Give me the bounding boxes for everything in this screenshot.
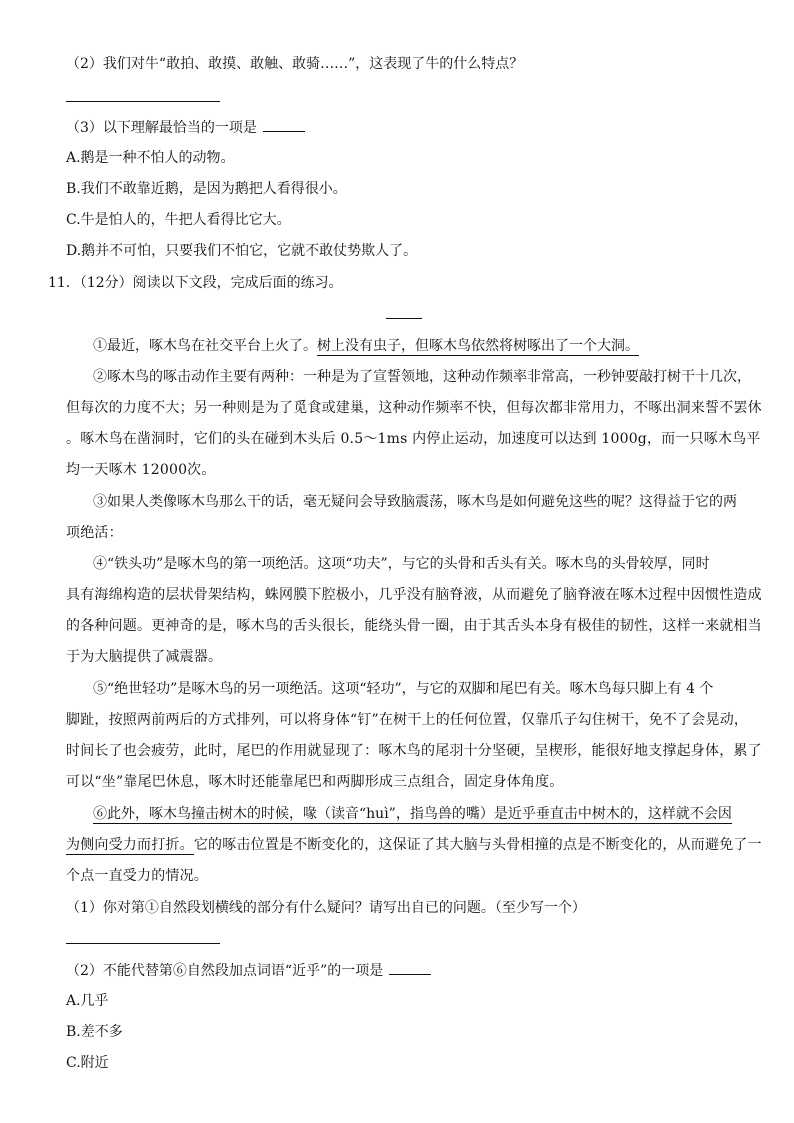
q11-paragraph-1 xyxy=(93,336,639,356)
q10-sub3-prompt xyxy=(66,117,305,138)
q10-sub2-prompt: （2）我们对牛“敢拍、敢摸、敢触、敢骑……”，这表现了牛的什么特点？ xyxy=(66,56,524,72)
q10-option-c: C.牛是怕人的，牛把人看得比它大。 xyxy=(66,212,291,228)
q11-option-b: B.差不多 xyxy=(66,1024,123,1040)
q11-sub2-text: （2）不能代替第⑥自然段加点词语“近乎”的一项是 xyxy=(66,963,384,979)
p6-line-2 xyxy=(66,835,762,855)
p4-line: ④“铁头功”是啄木鸟的第一项绝活。这项“功夫”，与它的头骨和舌头有关。啄木鸟的头骨较厚，同时 xyxy=(93,556,710,572)
p4-line: 具有海绵构造的层状骨架结构，蛛网膜下腔极小，几乎没有脑脊液，从而避免了脑脊液在啄木过程中因惯性造成 xyxy=(66,587,762,603)
p2-line: 。啄木鸟在凿洞时，它们的头在碰到木头后 0.5～1ms 内停止运动，加速度可以达到 1000g，而一只啄木鸟平 xyxy=(66,431,761,447)
q11-sub2-prompt xyxy=(66,960,431,981)
q11-sub2-blank[interactable] xyxy=(389,960,431,975)
p6-text-2: 它的啄击位置是不断变化的，这保证了其大脑与头骨相撞的点是不断变化的，从而避免了一 xyxy=(193,837,762,853)
p5-line: 时间长了也会疲劳，此时，尾巴的作用就显现了：啄木鸟的尾羽十分坚硬，呈楔形，能很好地支撑起身体，累了 xyxy=(66,743,762,759)
p3-line: ③如果人类像啄木鸟那么干的话，毫无疑问会导致脑震荡，啄木鸟是如何避免这些的呢？这得益于它的两 xyxy=(93,494,737,510)
p5-line: 脚趾，按照两前两后的方式排列，可以将身体“钉”在树干上的任何位置，仅靠爪子勾住树干，免不了会晃动， xyxy=(66,712,749,728)
p1-underlined: 树上没有虫子，但啄木鸟依然将树啄出了一个大洞。 xyxy=(317,338,639,354)
q11-option-a: A.几乎 xyxy=(66,993,109,1009)
p6-underlined-2: 为侧向受力而打折。 xyxy=(66,837,194,853)
q10-sub3-blank[interactable] xyxy=(263,117,305,132)
q11-title-rule xyxy=(386,318,422,319)
p4-line: 于为大脑提供了减震器。 xyxy=(66,649,223,665)
p5-line: ⑤“绝世轻功”是啄木鸟的另一项绝活。这项“轻功”，与它的双脚和尾巴有关。啄木鸟每只脚上有 4 个 xyxy=(93,681,714,697)
p6-underlined-1: ⑥此外，啄木鸟撞击树木的时候，喙（读音“huì”，指鸟兽的嘴）是近乎垂直击中树木的，这样就不会因 xyxy=(93,806,732,822)
p1-text: ①最近，啄木鸟在社交平台上火了。 xyxy=(93,338,317,354)
q11-sub1-prompt: （1）你对第①自然段划横线的部分有什么疑问？请写出自已的问题。（至少写一个） xyxy=(66,900,586,916)
q11-sub1-answer-line[interactable] xyxy=(66,943,220,944)
q10-sub2-answer-line[interactable] xyxy=(66,101,220,102)
p4-line: 的各种问题。更神奇的是，啄木鸟的舌头很长，能绕头骨一圈，由于其舌头本身有极佳的韧性，这样一来就相当 xyxy=(66,618,762,634)
q10-option-a: A.鹅是一种不怕人的动物。 xyxy=(66,150,235,166)
q10-option-b: B.我们不敢靠近鹅，是因为鹅把人看得很小。 xyxy=(66,181,347,197)
p5-line: 可以“坐”靠尾巴休息，啄木时还能靠尾巴和两脚形成三点组合，固定身体角度。 xyxy=(66,774,564,790)
q11-header: 11．（12分）阅读以下文段，完成后面的练习。 xyxy=(48,275,343,291)
p6-line-3: 个点一直受力的情况。 xyxy=(66,868,208,884)
q10-option-d: D.鹅并不可怕，只要我们不怕它，它就不敢仗势欺人了。 xyxy=(66,243,418,259)
p2-line: 均一天啄木 12000次。 xyxy=(66,462,216,478)
p6-line-1 xyxy=(93,804,732,824)
q11-option-c: C.附近 xyxy=(66,1055,109,1071)
p2-line: ②啄木鸟的啄击动作主要有两种：一种是为了宣誓领地，这种动作频率非常高，一秒钟要敲打树干十几次， xyxy=(93,369,751,385)
q10-sub3-text: （3）以下理解最恰当的一项是 xyxy=(66,120,257,136)
p3-line: 项绝活： xyxy=(66,525,123,541)
p2-line: 但每次的力度不大；另一种则是为了觅食或建巢，这种动作频率不快，但每次都非常用力，不啄出洞来誓不罢休 xyxy=(66,400,762,416)
